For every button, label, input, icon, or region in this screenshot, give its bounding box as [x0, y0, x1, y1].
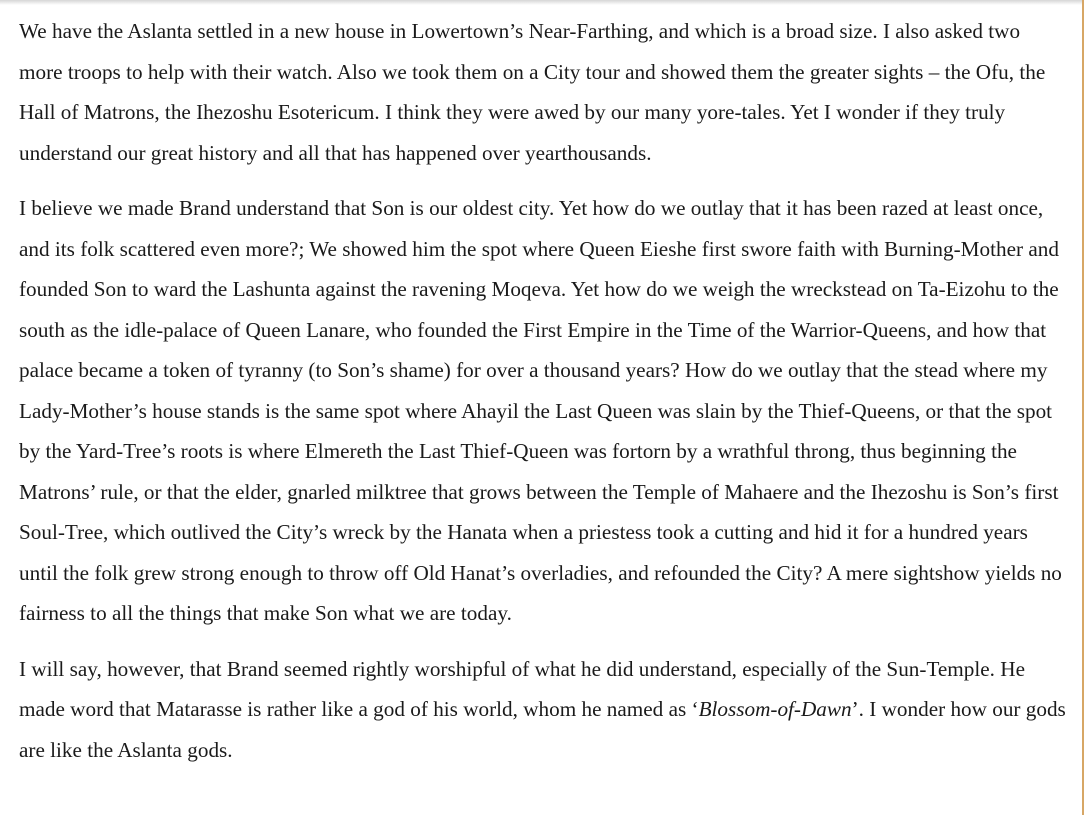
- paragraph-son-history: I believe we made Brand understand that Son is our oldest city. Yet how do we outlay that it has been razed at least once, and its folk scattered even more?; We showed him the spot where Queen Eieshe first swore faith with Burning-Mother and founded Son to ward the Lashunta against the ravening Moqeva. Yet how do we weigh the wreckstead on Ta-Eizohu to the south as the idle-palace of Queen Lanare, who founded the First Empire in the Time of the Warrior-Queens, and how that palace became a token of tyranny (to Son’s shame) for over a thousand years? How do we outlay that the stead where my Lady-Mother’s house stands is the same spot where Ahayil the Last Queen was slain by the Thief-Queens, or that the spot by the Yard-Tree’s roots is where Elmereth the Last Thief-Queen was fortorn by a wrathful throng, thus beginning the Matrons’ rule, or that the elder, gnarled milktree that grows between the Temple of Mahaere and the Ihezoshu is Son’s first Soul-Tree, which outlived the City’s wreck by the Hanata when a priestess took a cutting and hid it for a hundred years until the folk grew strong enough to throw off Old Hanat’s overladies, and refounded the City? A mere sightshow yields no fairness to all the things that make Son what we are today.: [19, 196, 1062, 625]
- paragraph-text-before: I will say, however, that Brand seemed rightly worshipful of what he did understand, especially of the Sun-Temple. He made word that Matarasse is rather like a god of his world, whom he named as ‘: [19, 656, 1025, 721]
- paragraph-text-after: ’. I wonder how our gods are like the Aslanta gods.: [19, 697, 1066, 762]
- document-body: [19, 11, 1067, 785]
- emphasized-god-name: Blossom-of-Dawn: [698, 697, 852, 721]
- paragraph-brand-sun-temple: [19, 649, 1067, 771]
- top-edge-shadow: [0, 0, 1082, 5]
- paragraph-aslanta-settled: We have the Aslanta settled in a new house in Lowertown’s Near-Farthing, and which is a broad size. I also asked two more troops to help with their watch. Also we took them on a City tour and showed them the greater sights – the Ofu, the Hall of Matrons, the Ihezoshu Esotericum. I think they were awed by our many yore-tales. Yet I wonder if they truly understand our great history and all that has happened over yearthousands.: [19, 19, 1046, 165]
